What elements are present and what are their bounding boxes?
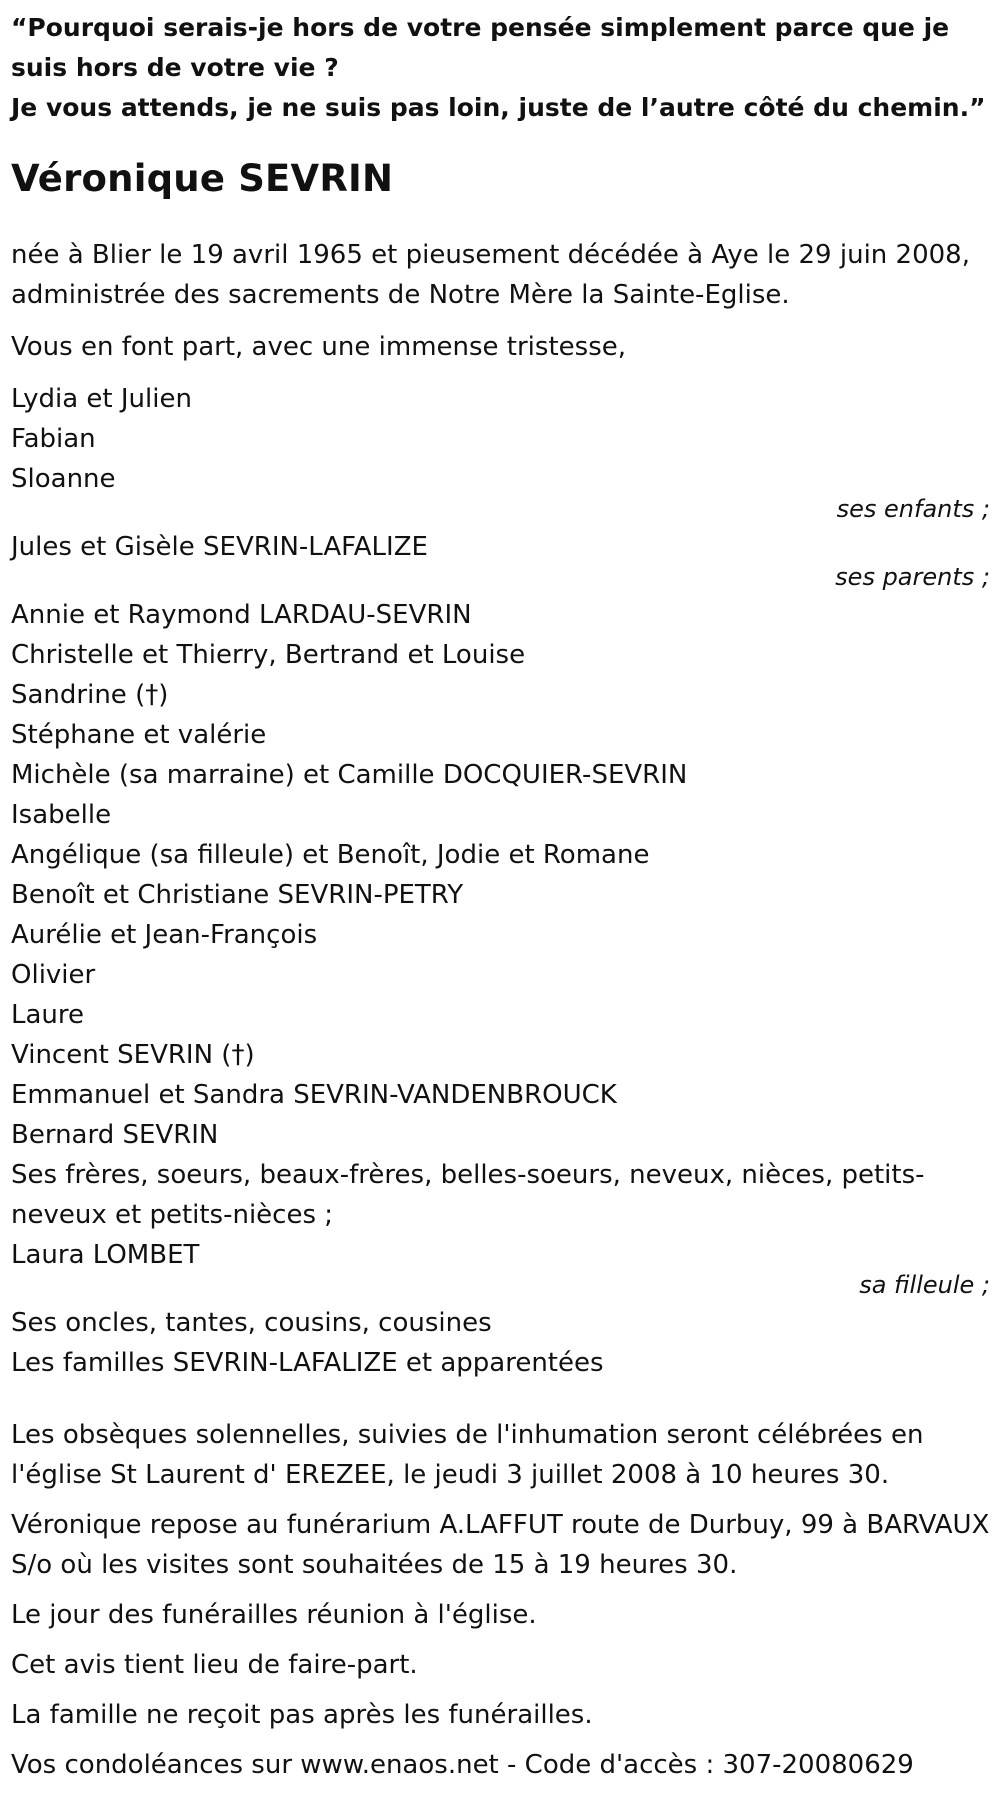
notice-info: Cet avis tient lieu de faire-part. <box>11 1650 418 1680</box>
birth-death-details: née à Blier le 19 avril 1965 et pieusement décédée à Aye le 29 juin 2008, administrée des sacrements de Notre Mère la Sainte-Eglise. <box>11 240 970 310</box>
parents-group <box>11 527 990 591</box>
relation-label-filleule: sa filleule ; <box>859 1271 990 1299</box>
family-line: Laura LOMBET <box>11 1240 200 1270</box>
section-spacer <box>11 1383 990 1415</box>
family-line: Annie et Raymond LARDAU-SEVRIN <box>11 600 472 630</box>
announcement-line: Vous en font part, avec une immense tristesse, <box>11 332 626 362</box>
extended-family-group <box>11 1303 990 1383</box>
family-line: Jules et Gisèle SEVRIN-LAFALIZE <box>11 532 428 562</box>
family-line: Benoît et Christiane SEVRIN-PETRY <box>11 880 464 910</box>
deceased-name: Véronique SEVRIN <box>11 157 394 200</box>
family-line: Ses oncles, tantes, cousins, cousines <box>11 1308 492 1338</box>
siblings-group <box>11 595 990 1299</box>
quote-line-2: Je vous attends, je ne suis pas loin, juste de l’autre côté du chemin.” <box>11 93 986 122</box>
family-line: Isabelle <box>11 800 112 830</box>
family-line: Olivier <box>11 960 96 990</box>
family-line: Michèle (sa marraine) et Camille DOCQUIER-SEVRIN <box>11 760 688 790</box>
visitation-info: Véronique repose au funérarium A.LAFFUT route de Durbuy, 99 à BARVAUX S/o où les visites sont souhaitées de 15 à 19 heures 30. <box>11 1510 990 1580</box>
relation-label-children: ses enfants ; <box>836 495 990 523</box>
meeting-info: Le jour des funérailles réunion à l'église. <box>11 1600 537 1630</box>
condolences-info: Vos condoléances sur www.enaos.net - Code d'accès : 307-20080629 <box>11 1750 914 1780</box>
family-line: Lydia et Julien <box>11 384 192 414</box>
reception-info: La famille ne reçoit pas après les funérailles. <box>11 1700 593 1730</box>
family-line: Christelle et Thierry, Bertrand et Louise <box>11 640 526 670</box>
ceremony-info: Les obsèques solennelles, suivies de l'inhumation seront célébrées en l'église St Laurent d' EREZEE, le jeudi 3 juillet 2008 à 10 heures 30. <box>11 1420 924 1490</box>
family-line: Ses frères, soeurs, beaux-frères, belles-soeurs, neveux, nièces, petits-neveux et petits-nièces ; <box>11 1160 925 1230</box>
family-line: Laure <box>11 1000 85 1030</box>
family-line: Emmanuel et Sandra SEVRIN-VANDENBROUCK <box>11 1080 617 1110</box>
quote-line-1: “Pourquoi serais-je hors de votre pensée simplement parce que je suis hors de votre vie ? <box>11 13 950 82</box>
family-line: Sloanne <box>11 464 116 494</box>
family-line: Fabian <box>11 424 96 454</box>
family-line: Angélique (sa filleule) et Benoît, Jodie et Romane <box>11 840 650 870</box>
family-line: Stéphane et valérie <box>11 720 267 750</box>
children-group <box>11 379 990 523</box>
family-line: Bernard SEVRIN <box>11 1120 219 1150</box>
relation-label-parents: ses parents ; <box>835 563 990 591</box>
family-line: Vincent SEVRIN (†) <box>11 1040 255 1070</box>
epitaph-quote <box>11 8 990 128</box>
funeral-details <box>11 1415 990 1785</box>
obituary-body <box>11 235 990 1785</box>
family-line: Sandrine (†) <box>11 680 169 710</box>
family-line: Aurélie et Jean-François <box>11 920 318 950</box>
family-line: Les familles SEVRIN-LAFALIZE et apparentées <box>11 1348 604 1378</box>
